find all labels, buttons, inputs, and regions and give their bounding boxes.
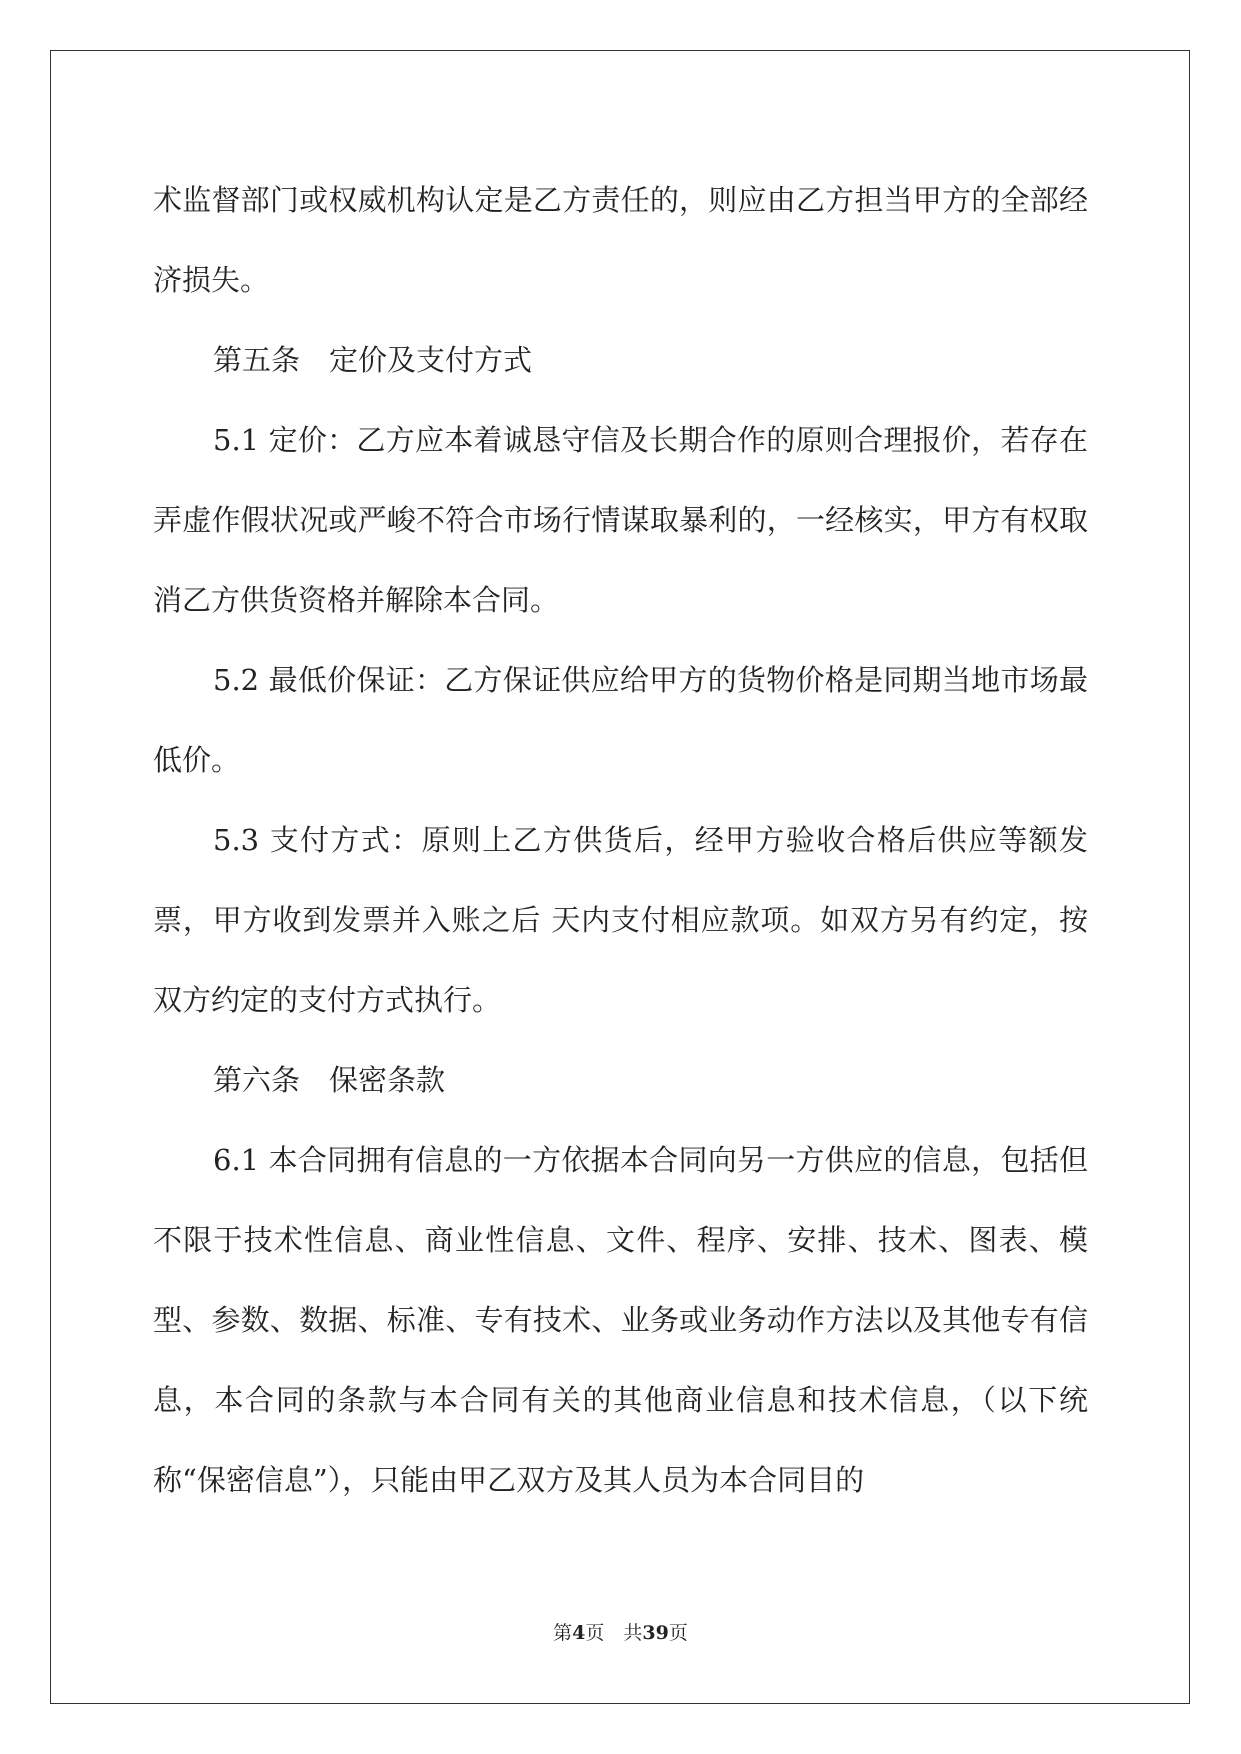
clause-6-1: 6.1 本合同拥有信息的一方依据本合同向另一方供应的信息，包括但不限于技术性信息、商业性信息、文件、程序、安排、技术、图表、模型、参数、数据、标准、专有技术、业务或业务动作方法以及其他专有信息，本合同的条款与本合同有关的其他商业信息和技术信息，（以下统称“保密信息”），只能由甲乙双方及其人员为本合同目的 (153, 1143, 1088, 1497)
footer-suffix: 页 (668, 1622, 688, 1644)
section-6-heading: 第六条 保密条款 (213, 1063, 446, 1097)
footer-mid: 页 共 (585, 1622, 643, 1644)
paragraph-1: 术监督部门或权威机构认定是乙方责任的，则应由乙方担当甲方的全部经济损失。 (153, 183, 1088, 297)
clause-5-1: 5.1 定价：乙方应本着诚恳守信及长期合作的原则合理报价，若存在弄虚作假状况或严峻不符合市场行情谋取暴利的，一经核实，甲方有权取消乙方供货资格并解除本合同。 (153, 423, 1088, 617)
clause-5-2: 5.2 最低价保证：乙方保证供应给甲方的货物价格是同期当地市场最低价。 (153, 663, 1088, 777)
footer-page-number: 4 (572, 1622, 586, 1644)
document-body (153, 160, 1088, 1520)
page-footer (0, 1618, 1241, 1645)
section-5-heading: 第五条 定价及支付方式 (213, 343, 533, 377)
footer-prefix: 第 (553, 1622, 573, 1644)
clause-5-3: 5.3 支付方式：原则上乙方供货后，经甲方验收合格后供应等额发票，甲方收到发票并入账之后 天内支付相应款项。如双方另有约定，按双方约定的支付方式执行。 (153, 823, 1088, 1017)
footer-total-pages: 39 (642, 1622, 669, 1644)
